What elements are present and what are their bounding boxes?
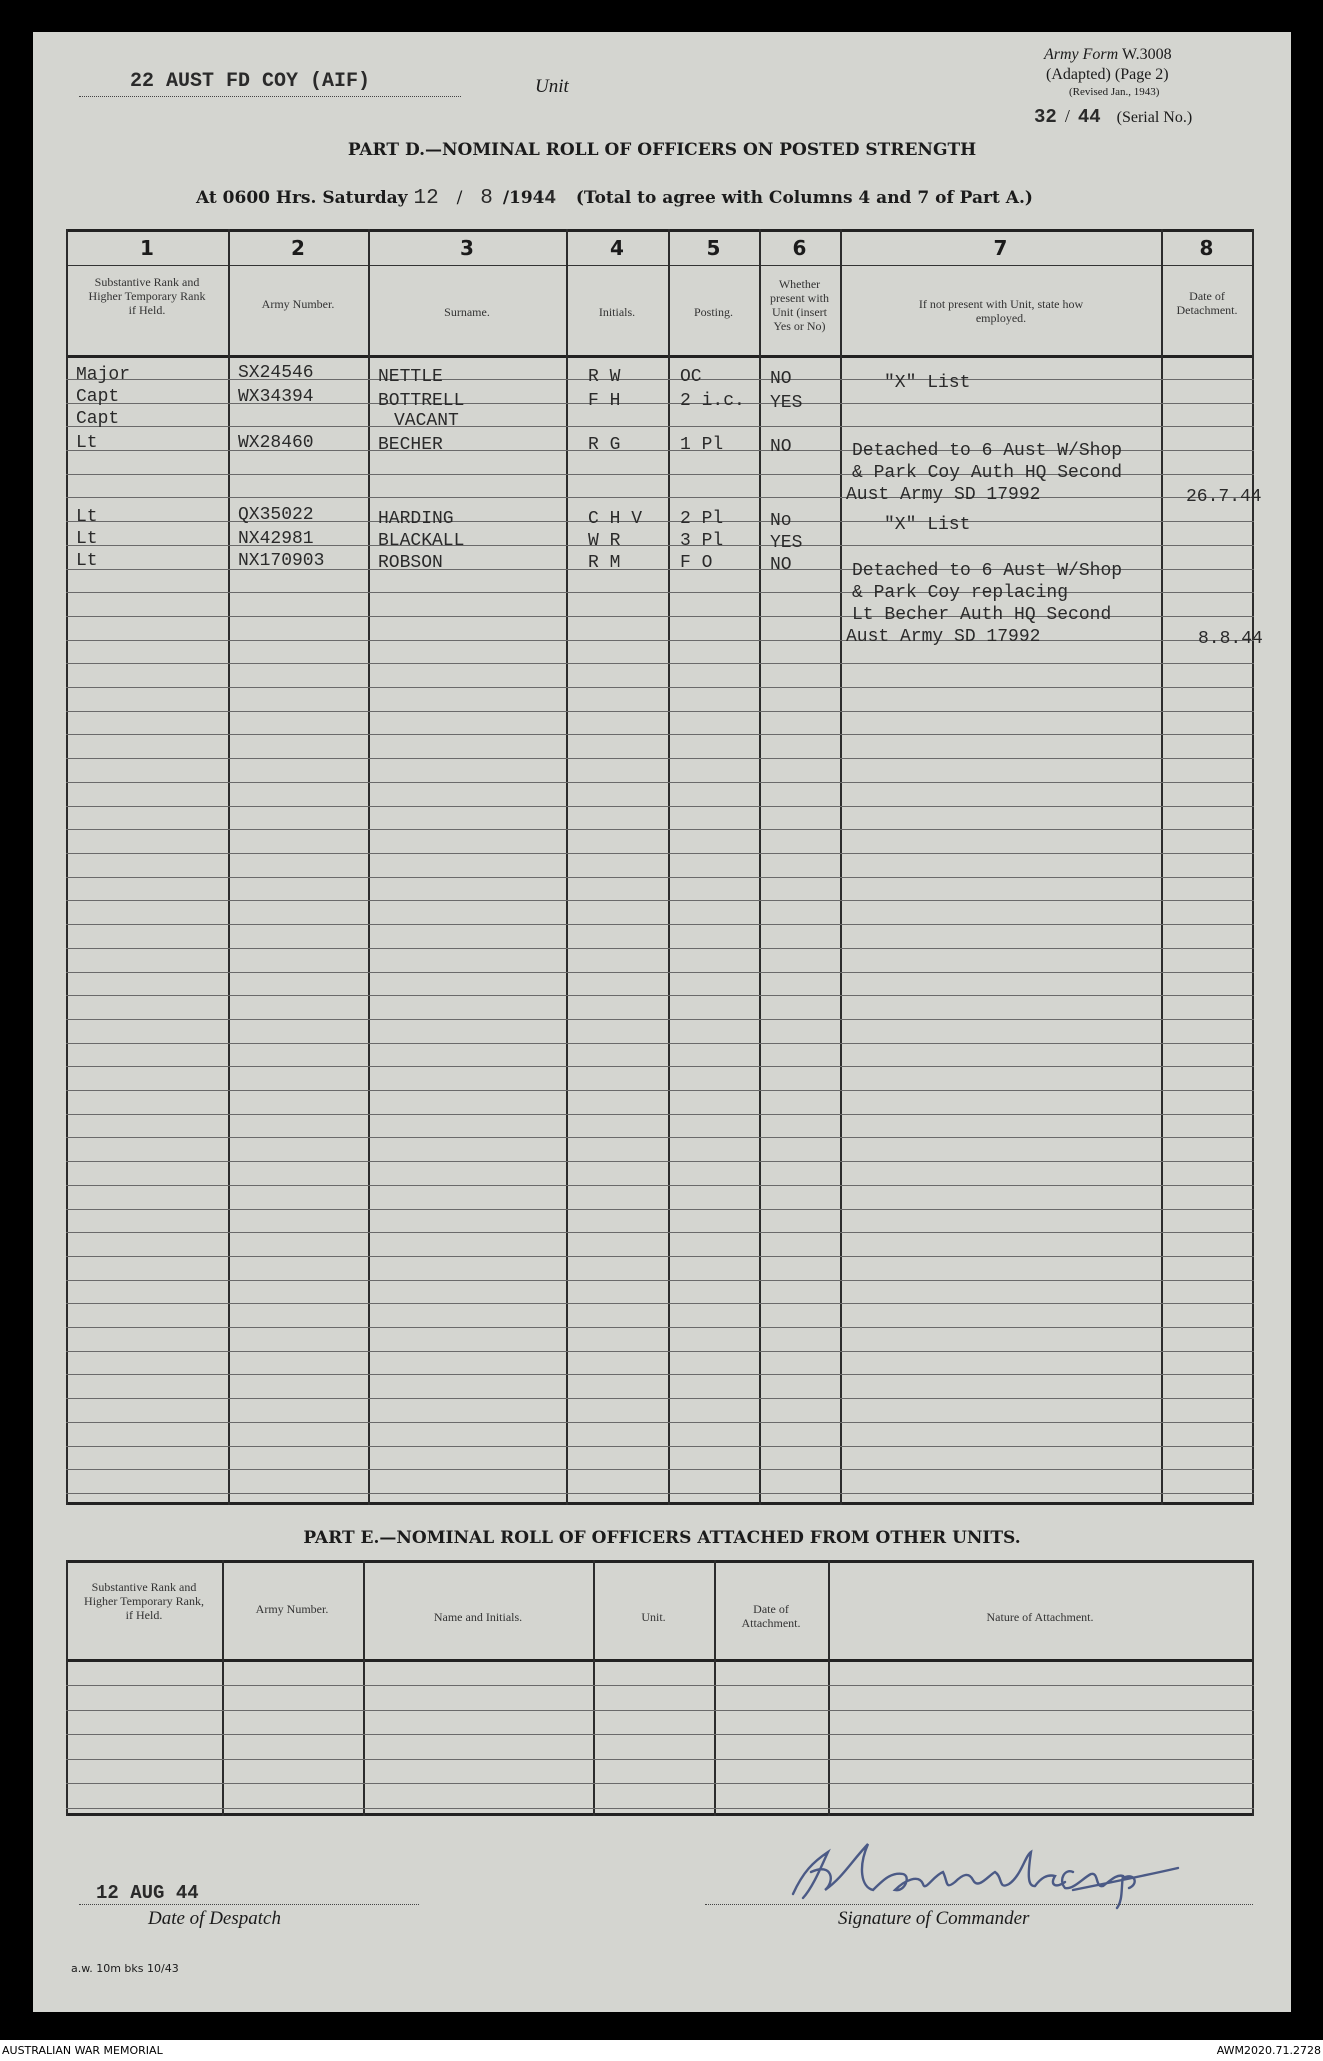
row-present: YES: [770, 533, 803, 553]
row-surname: BOTTRELL: [378, 391, 465, 411]
row-initials: R M: [588, 553, 621, 573]
col-6-number: 6: [792, 236, 807, 260]
col-5-number: 5: [706, 236, 721, 260]
remark-line: "X" List: [884, 515, 971, 535]
row-rank: Lt: [76, 529, 98, 549]
e-col-unit-label: Unit.: [641, 1610, 666, 1624]
row-posting: OC: [680, 367, 702, 387]
row-present: No: [770, 511, 792, 531]
form-number: W.3008: [1121, 46, 1172, 63]
ruled-line: [66, 1114, 1254, 1115]
row-posting: 2 Pl: [680, 509, 724, 529]
ruled-line: [66, 1734, 1254, 1735]
unit-underline: [79, 96, 461, 97]
ruled-line: [66, 1043, 1254, 1044]
serial-label: (Serial No.): [1116, 109, 1193, 126]
ruled-line: [66, 1209, 1254, 1210]
row-initials: C H V: [588, 509, 643, 529]
ruled-line: [66, 1090, 1254, 1091]
e-col-date-label: Date of Attachment.: [741, 1602, 801, 1630]
ruled-line: [66, 1232, 1254, 1233]
print-code: a.w. 10m bks 10/43: [71, 1962, 179, 1975]
serial-value-1: 32: [1034, 106, 1057, 128]
remark-line: "X" List: [884, 373, 971, 393]
ruled-line: [66, 1493, 1254, 1494]
archive-bar: [0, 2040, 1323, 2061]
form-revised: (Revised Jan., 1943): [1069, 86, 1160, 98]
ruled-line: [66, 1066, 1254, 1067]
part-e-table: [66, 1560, 1254, 1816]
row-initials: W R: [588, 531, 621, 551]
at-hours-line: [196, 187, 1033, 210]
col-4-number: 4: [610, 236, 624, 260]
row-present: NO: [770, 437, 792, 457]
remark-line: & Park Coy replacing: [852, 583, 1069, 603]
row-surname: VACANT: [394, 411, 459, 431]
archive-right: AWM2020.71.2728: [1216, 2044, 1321, 2057]
row-initials: F H: [588, 391, 621, 411]
ruled-line: [66, 734, 1254, 735]
despatch-label: Date of Despatch: [148, 1908, 281, 1929]
row-surname: NETTLE: [378, 367, 443, 387]
date-slash: /: [456, 188, 463, 208]
ruled-line: [66, 1351, 1254, 1352]
col-7-number: 7: [993, 236, 1008, 260]
remark-line: Detached to 6 Aust W/Shop: [852, 561, 1123, 581]
ruled-line: [66, 1303, 1254, 1304]
despatch-underline: [79, 1904, 419, 1905]
date-year-digit: 4: [544, 187, 556, 209]
ruled-line: [66, 687, 1254, 688]
at-label: At 0600 Hrs. Saturday: [196, 188, 408, 208]
ruled-line: [66, 1374, 1254, 1375]
serial-line: [1034, 106, 1294, 128]
ruled-line: [66, 853, 1254, 854]
ruled-line: [66, 592, 1254, 593]
col-8-label: Date of Detachment.: [1176, 289, 1238, 317]
detach-date: 8.8.44: [1198, 629, 1263, 649]
ruled-line: [66, 948, 1254, 949]
part-d-table: [66, 229, 1263, 1505]
e-col-nature-label: Nature of Attachment.: [986, 1610, 1094, 1624]
row-present: NO: [770, 369, 792, 389]
e-col-rank-label: Substantive Rank and Higher Temporary Rank, if Held.: [84, 1580, 204, 1622]
ruled-line: [66, 924, 1254, 925]
row-number: NX170903: [238, 551, 325, 571]
col-2-label: Army Number.: [261, 297, 335, 311]
ruled-line: [66, 1469, 1254, 1470]
ruled-line: [66, 1185, 1254, 1186]
ruled-line: [66, 426, 1254, 427]
row-rank: Capt: [76, 409, 120, 429]
date-month: 8: [480, 187, 493, 210]
ruled-line: [66, 758, 1254, 759]
ruled-line: [66, 972, 1254, 973]
row-number: WX34394: [238, 387, 314, 407]
row-rank: Major: [76, 365, 131, 385]
date-day: 12: [413, 187, 439, 210]
row-surname: ROBSON: [378, 553, 443, 573]
row-number: QX35022: [238, 505, 314, 525]
col-4-label: Initials.: [598, 305, 636, 319]
commander-signature: [773, 1832, 1213, 1912]
row-initials: R W: [588, 367, 621, 387]
col-1-label: Substantive Rank and Higher Temporary Rank if Held.: [88, 275, 206, 317]
row-posting: 3 Pl: [680, 531, 724, 551]
col-3-label: Surname.: [444, 305, 490, 319]
ruled-line: [66, 497, 1254, 498]
ruled-line: [66, 782, 1254, 783]
row-posting: 2 i.c.: [680, 391, 745, 411]
row-surname: HARDING: [378, 509, 454, 529]
ruled-line: [66, 1446, 1254, 1447]
serial-value-2: 44: [1077, 106, 1101, 128]
ruled-line: [66, 1710, 1254, 1711]
ruled-line: [66, 1808, 1254, 1809]
form-title: Army Form: [1044, 46, 1119, 63]
row-posting: 1 Pl: [680, 435, 724, 455]
ruled-line: [66, 1327, 1254, 1328]
row-number: NX42981: [238, 529, 314, 549]
ruled-line: [66, 829, 1254, 830]
row-rank: Lt: [76, 551, 98, 571]
col-3-number: 3: [460, 236, 474, 260]
signature-underline: [705, 1904, 1253, 1905]
ruled-line: [66, 1759, 1254, 1760]
remark-line: Lt Becher Auth HQ Second: [852, 605, 1112, 625]
detach-date: 26.7.44: [1186, 487, 1262, 507]
ruled-line: [66, 640, 1254, 641]
signature-svg: [773, 1832, 1213, 1912]
row-rank: Capt: [76, 387, 120, 407]
row-number: SX24546: [238, 363, 314, 383]
ruled-line: [66, 1422, 1254, 1423]
ruled-line: [66, 1685, 1254, 1686]
col-6-label: Whether present with Unit (insert Yes or No): [770, 277, 829, 333]
ruled-line: [66, 1783, 1254, 1784]
ruled-line: [66, 1161, 1254, 1162]
remark-line: & Park Coy Auth HQ Second: [852, 463, 1123, 483]
ruled-line: [66, 663, 1254, 664]
col-2-number: 2: [291, 236, 305, 260]
col-5-label: Posting.: [693, 305, 733, 319]
col-7-label: If not present with Unit, state how employed.: [918, 297, 1084, 325]
unit-value: 22 AUST FD COY (AIF): [130, 70, 371, 93]
part-d-title: PART D.—NOMINAL ROLL OF OFFICERS ON POSTED STRENGTH: [347, 140, 977, 160]
remark-line: Aust Army SD 17992: [846, 485, 1041, 505]
e-col-name-label: Name and Initials.: [433, 1610, 523, 1624]
unit-label: Unit: [535, 76, 569, 97]
ruled-line: [66, 1256, 1254, 1257]
ruled-line: [66, 1280, 1254, 1281]
ruled-line: [66, 711, 1254, 712]
total-note: (Total to agree with Columns 4 and 7 of Part A.): [575, 188, 1033, 208]
row-rank: Lt: [76, 507, 98, 527]
row-surname: BLACKALL: [378, 531, 465, 551]
signature-label: Signature of Commander: [838, 1908, 1030, 1929]
row-present: YES: [770, 393, 803, 413]
remark-line: Detached to 6 Aust W/Shop: [852, 441, 1123, 461]
col-8-number: 8: [1199, 236, 1214, 260]
despatch-date: 12 AUG 44: [96, 1882, 199, 1904]
ruled-line: [66, 877, 1254, 878]
part-e-title: PART E.—NOMINAL ROLL OF OFFICERS ATTACHED FROM OTHER UNITS.: [303, 1528, 1021, 1548]
row-initials: R G: [588, 435, 621, 455]
row-surname: BECHER: [378, 435, 443, 455]
form-adapted: (Adapted) (Page 2): [1046, 66, 1169, 83]
row-present: NO: [770, 555, 792, 575]
archive-left: AUSTRALIAN WAR MEMORIAL: [2, 2044, 163, 2057]
e-col-number-label: Army Number.: [255, 1602, 329, 1616]
remark-line: Aust Army SD 17992: [846, 627, 1041, 647]
ruled-line: [66, 900, 1254, 901]
ruled-line: [66, 1019, 1254, 1020]
form-page: [33, 32, 1291, 2012]
ruled-line: [66, 995, 1254, 996]
col-1-number: 1: [140, 236, 154, 260]
row-rank: Lt: [76, 433, 98, 453]
army-form-line: [1044, 46, 1172, 64]
row-number: WX28460: [238, 433, 314, 453]
serial-sep: /: [1064, 106, 1070, 126]
ruled-line: [66, 806, 1254, 807]
date-year-prefix: /194: [502, 188, 545, 208]
ruled-line: [66, 1137, 1254, 1138]
ruled-line: [66, 1398, 1254, 1399]
row-posting: F O: [680, 553, 713, 573]
